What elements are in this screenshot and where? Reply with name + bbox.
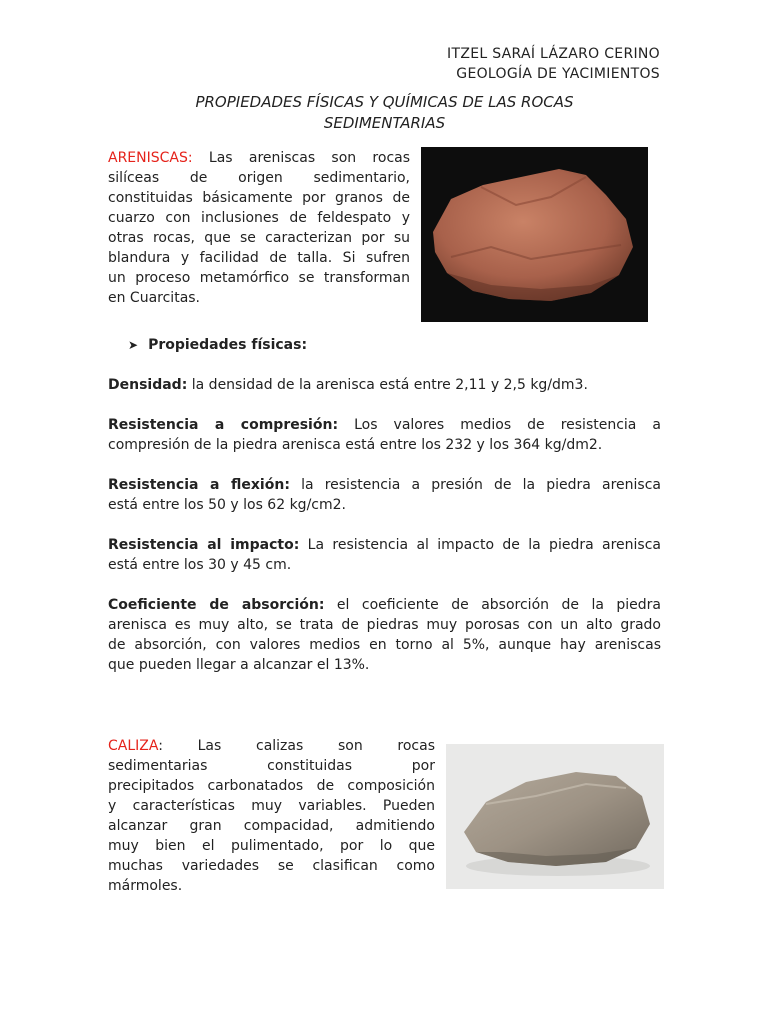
property-absorption: Coeficiente de absorción: el coeficiente de absorción de la piedra arenisca es muy alto, se trata de piedras muy porosas con un alto grado de absorción, con valores medios en torno al 5%, aunque hay areniscas que pueden llegar a alcanzar el 13%.	[108, 597, 662, 673]
sandstone-image	[421, 147, 648, 322]
caliza-section: CALIZA: Las calizas son rocas sedimentarias constituidas por precipitados carbonatados de composición y características muy variables. Pueden alcanzar gran compacidad, admitiendo muy bien el pulimentado, por lo que muchas variedades se clasifican como mármoles.	[108, 738, 435, 894]
property-compression: Resistencia a compresión: Los valores medios de resistencia a compresión de la piedra arenisca está entre los 232 y los 364 kg/dm2.	[108, 417, 661, 453]
bullet-physical-properties: ➤ Propiedades físicas:	[128, 337, 308, 353]
property-flexion: Resistencia a flexión: la resistencia a presión de la piedra arenisca está entre los 50 y los 62 kg/cm2.	[108, 477, 661, 513]
author-name: ITZEL SARAÍ LÁZARO CERINO	[447, 46, 660, 62]
caliza-heading: CALIZA	[108, 738, 159, 754]
author-block	[447, 44, 660, 84]
areniscas-intro: ARENISCAS: Las areniscas son rocas silíceas de origen sedimentario, constituidas básicamente por granos de cuarzo con inclusiones de feldespato y otras rocas, que se caracterizan por su blandura y facilidad de talla. Si sufren un proceso metamórfico se transforman en Cuarcitas.	[108, 150, 411, 306]
arrow-bullet-icon: ➤	[128, 338, 139, 352]
course-name: GEOLOGÍA DE YACIMIENTOS	[456, 66, 660, 82]
property-density: Densidad: la densidad de la arenisca está entre 2,11 y 2,5 kg/dm3.	[108, 377, 588, 393]
areniscas-heading: ARENISCAS:	[108, 150, 193, 166]
property-impact: Resistencia al impacto: La resistencia al impacto de la piedra arenisca está entre los 30 y 45 cm.	[108, 537, 661, 573]
limestone-image	[446, 744, 664, 889]
document-title: PROPIEDADES FÍSICAS Y QUÍMICAS DE LAS ROCAS SEDIMENTARIAS	[195, 93, 574, 132]
